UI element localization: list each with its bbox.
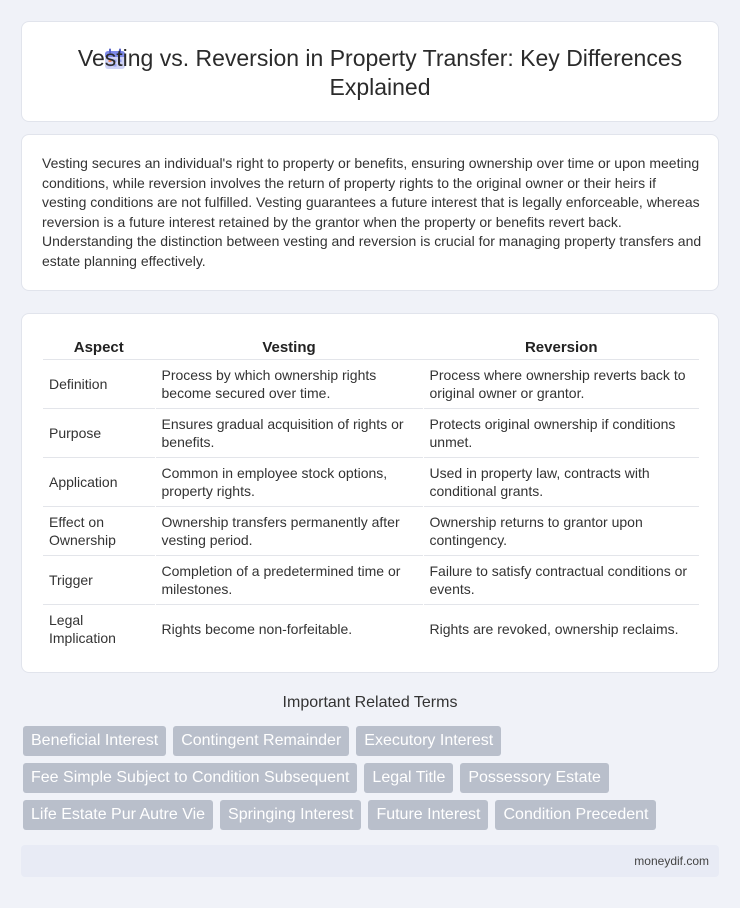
cell-aspect: Legal Implication — [43, 604, 155, 653]
footer-site-link[interactable]: moneydif.com — [634, 854, 709, 868]
tag-row — [23, 763, 713, 793]
page-title: Vesting vs. Reversion in Property Transfer: Key Differences Explained — [77, 45, 683, 100]
header-aspect: Aspect — [43, 333, 155, 359]
intro-paragraph: Vesting secures an individual's right to property or benefits, ensuring ownership over time or upon meeting conditions, while reversion involves the return of property rights to the original owner or their heirs if vesting conditions are not fulfilled. Vesting guarantees a future interest that is legally enforceable, whereas reversion is a future interest retained by the grantor when the property or benefits revert back. Understanding the distinction between vesting and reversion is crucial for managing property transfers and estate planning effectively. — [42, 155, 702, 269]
table-row — [43, 408, 699, 457]
footer — [21, 845, 719, 877]
cell-aspect: Definition — [43, 359, 155, 408]
cell-vesting: Completion of a predetermined time or milestones. — [155, 555, 423, 604]
cell-reversion: Ownership returns to grantor upon contingency. — [423, 506, 699, 555]
table-row — [43, 604, 699, 653]
tag-contingent-remainder[interactable]: Contingent Remainder — [173, 726, 349, 756]
cell-vesting: Common in employee stock options, property rights. — [155, 457, 423, 506]
header-reversion: Reversion — [423, 333, 699, 359]
cell-aspect: Trigger — [43, 555, 155, 604]
tag-row — [23, 726, 713, 756]
cell-aspect: Effect on Ownership — [43, 506, 155, 555]
tag-possessory-estate[interactable]: Possessory Estate — [460, 763, 609, 793]
tag-row — [23, 800, 713, 830]
cell-reversion: Process where ownership reverts back to original owner or grantor. — [423, 359, 699, 408]
cell-reversion: Failure to satisfy contractual conditions or events. — [423, 555, 699, 604]
tag-life-estate[interactable]: Life Estate Pur Autre Vie — [23, 800, 213, 830]
tag-condition-precedent[interactable]: Condition Precedent — [495, 800, 656, 830]
cell-vesting: Process by which ownership rights become secured over time. — [155, 359, 423, 408]
comparison-table-card — [21, 313, 719, 673]
comparison-table — [43, 333, 699, 653]
table-row — [43, 359, 699, 408]
table-header-row — [43, 333, 699, 359]
cell-reversion: Used in property law, contracts with conditional grants. — [423, 457, 699, 506]
cell-aspect: Purpose — [43, 408, 155, 457]
title-card — [21, 21, 719, 122]
related-terms-tags — [23, 726, 713, 837]
table-row — [43, 506, 699, 555]
header-vesting: Vesting — [155, 333, 423, 359]
cell-reversion: Protects original ownership if conditions unmet. — [423, 408, 699, 457]
cell-vesting: Rights become non-forfeitable. — [155, 604, 423, 653]
tag-fee-simple[interactable]: Fee Simple Subject to Condition Subsequent — [23, 763, 357, 793]
cell-reversion: Rights are revoked, ownership reclaims. — [423, 604, 699, 653]
tag-future-interest[interactable]: Future Interest — [368, 800, 488, 830]
tag-executory-interest[interactable]: Executory Interest — [356, 726, 501, 756]
tag-beneficial-interest[interactable]: Beneficial Interest — [23, 726, 166, 756]
intro-card — [21, 134, 719, 291]
cell-vesting: Ownership transfers permanently after vesting period. — [155, 506, 423, 555]
related-terms-heading: Important Related Terms — [282, 694, 458, 711]
cell-aspect: Application — [43, 457, 155, 506]
tag-legal-title[interactable]: Legal Title — [364, 763, 453, 793]
table-row — [43, 457, 699, 506]
tag-springing-interest[interactable]: Springing Interest — [220, 800, 361, 830]
cell-vesting: Ensures gradual acquisition of rights or benefits. — [155, 408, 423, 457]
table-row — [43, 555, 699, 604]
